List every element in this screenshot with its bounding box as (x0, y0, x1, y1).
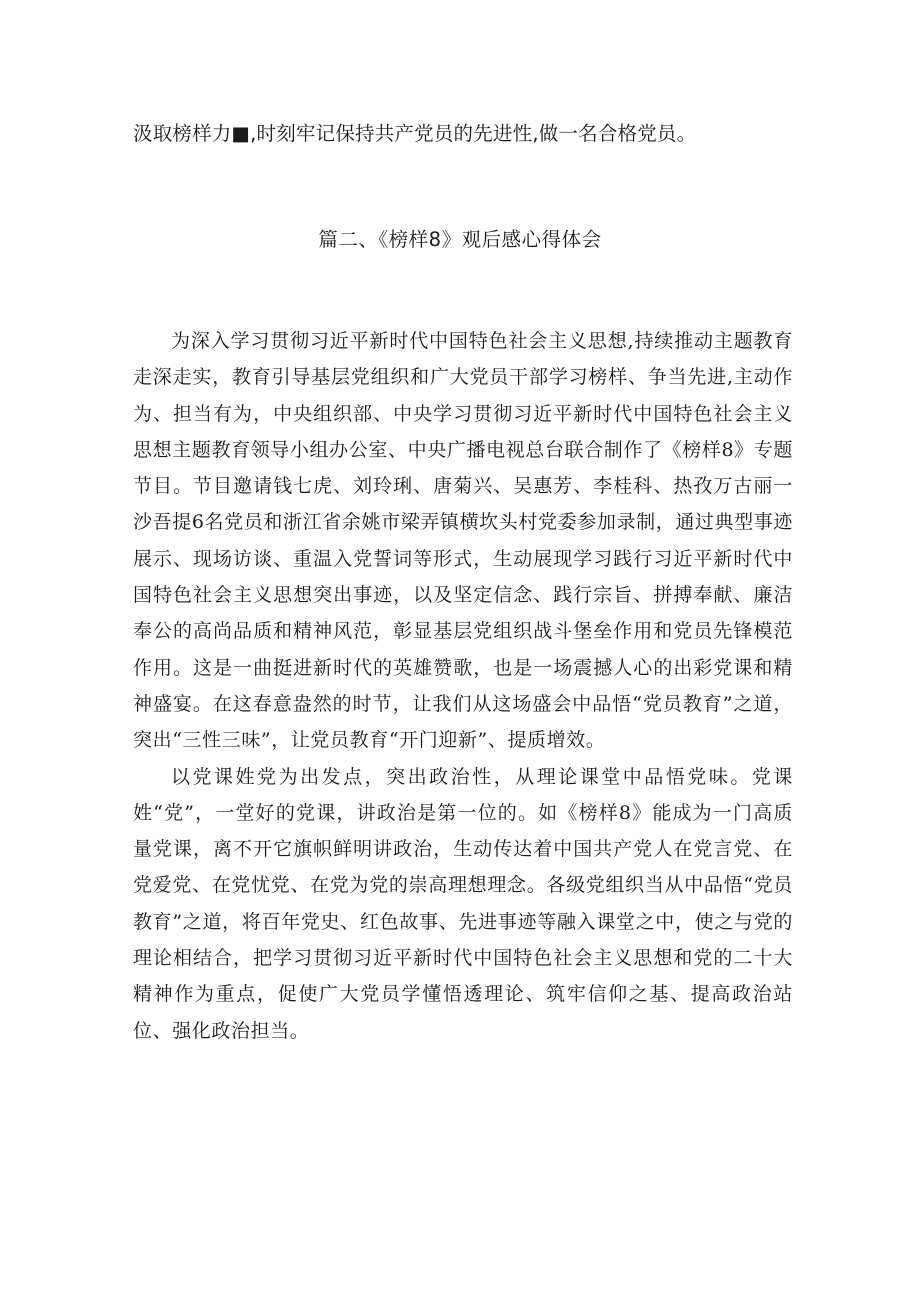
section-title: 篇二、《榜样8》观后感心得体会 (318, 228, 602, 251)
paragraph-intro: 为深入学习贯彻习近平新时代中国特色社会主义思想,持续推动主题教育走深走实，教育引导基层党组织和广大党员干部学习榜样、争当先进,主动作为、担当有为，中央组织部、中央学习贯彻习近平新时代中国特色社会主义思想主题教育领导小组办公室、中央广播电视总台联合制作了《榜样8》专题节目。节目邀请钱七虎、刘玲琍、唐菊兴、吴惠芳、李桂科、热孜万古丽一沙吾提6名党员和浙江省余姚市梁弄镇横坎头村党委参加录制，通过典型事迹展示、现场访谈、重温入党誓词等形式，生动展现学习践行习近平新时代中国特色社会主义思想突出事迹，以及坚定信念、践行宗旨、拼搏奉献、廉洁奉公的高尚品质和精神风范，彰显基层党组织战斗堡垒作用和党员先锋模范作用。这是一曲挺进新时代的英雄赞歌，也是一场震撼人心的出彩党课和精神盛宴。在这春意盎然的时节，让我们从这场盛会中品悟“党员教育”之道，突出“三性三味”，让党员教育“开门迎新”、提质增效。 (133, 330, 793, 752)
body-text (133, 323, 793, 1049)
paragraph-party-class: 以党课姓党为出发点，突出政治性，从理论课堂中品悟党味。党课姓“党”，一堂好的党课，讲政治是第一位的。如《榜样8》能成为一门高质量党课，离不开它旗帜鲜明讲政治，生动传达着中国共产党人在党言党、在党爱党、在党忧党、在党为党的崇高理想理念。各级党组织当从中品悟“党员教育”之道，将百年党史、红色故事、先进事迹等融入课堂之中，使之与党的理论相结合，把学习贯彻习近平新时代中国特色社会主义思想和党的二十大精神作为重点，促使广大党员学懂悟透理论、筑牢信仰之基、提高政治站位、强化政治担当。 (133, 765, 793, 1042)
continuation-line: 汲取榜样力■,时刻牢记保持共产党员的先进性,做一名合格党员。 (133, 122, 697, 145)
